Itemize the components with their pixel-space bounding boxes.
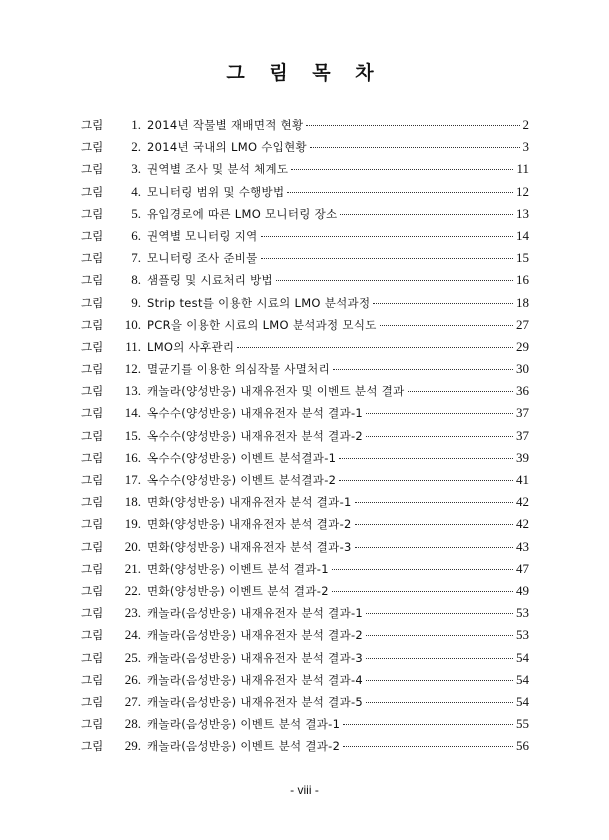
dot-leader [343,724,513,725]
figure-title: 캐놀라(음성반응) 내재유전자 분석 결과-4 [147,672,364,687]
figure-title: 캐놀라(음성반응) 내재유전자 분석 결과-1 [147,606,364,621]
figure-title: 2014년 작물별 재배면적 현황 [147,118,304,132]
toc-entry[interactable] [81,516,529,538]
figure-prefix: 그림 [81,384,104,399]
toc-entry[interactable] [81,139,529,161]
toc-entry[interactable] [81,206,529,228]
figure-title: 옥수수(양성반응) 이벤트 분석결과-1 [147,450,337,465]
toc-entry[interactable] [81,383,529,405]
figure-title: 면화(양성반응) 이벤트 분석 결과-1 [147,561,329,576]
figure-prefix: 그림 [81,606,104,621]
figure-number: 15. [124,427,141,443]
page-number: 55 [516,716,529,732]
page-number: 47 [516,560,529,576]
page-number: 16 [516,272,529,288]
figure-number: 13. [124,383,141,399]
dot-leader [355,524,513,525]
toc-entry[interactable] [81,250,529,272]
toc-entry[interactable] [81,405,529,427]
page-number: 18 [516,294,529,310]
toc-entry[interactable] [81,738,529,760]
figure-prefix: 그림 [81,450,104,465]
figure-number: 14. [124,405,141,421]
figure-number: 10. [124,316,141,332]
dot-leader [355,547,513,548]
figure-number: 1. [131,117,141,132]
figure-title: 캐놀라(양성반응) 내재유전자 및 이벤트 분석 결과 [147,384,405,399]
page-number: 30 [516,361,529,377]
toc-entry[interactable] [81,472,529,494]
figure-prefix: 그림 [81,317,104,332]
toc-entry[interactable] [81,117,529,139]
figure-prefix: 그림 [81,473,104,487]
figure-prefix: 그림 [81,162,104,177]
dot-leader [373,303,513,304]
page-number: 13 [516,205,529,221]
figure-title: 옥수수(양성반응) 내재유전자 분석 결과-2 [147,428,364,443]
dot-leader [366,613,513,614]
figure-prefix: 그림 [81,118,104,132]
dot-leader [306,125,519,126]
dot-leader [291,169,513,170]
figure-title: 2014년 국내의 LMO 수입현황 [147,140,307,155]
dot-leader [366,658,513,659]
figure-title: 유입경로에 따른 LMO 모니터링 장소 [147,206,338,221]
toc-entry[interactable] [81,650,529,672]
toc-entry[interactable] [81,339,529,361]
figure-title: Strip test를 이용한 시료의 LMO 분석과정 [147,295,371,310]
dot-leader [366,413,513,414]
toc-entry[interactable] [81,428,529,450]
dot-leader [340,214,513,215]
figure-prefix: 그림 [81,295,104,310]
figure-title: 옥수수(양성반응) 이벤트 분석결과-2 [147,473,337,487]
page-number: 2 [522,117,529,132]
dot-leader [261,236,513,237]
figure-title: 면화(양성반응) 내재유전자 분석 결과-2 [147,517,352,532]
figure-prefix: 그림 [81,694,104,709]
dot-leader [380,325,513,326]
figure-prefix: 그림 [81,206,104,221]
page-number: 54 [516,671,529,687]
page-number: 39 [516,449,529,465]
page-number: 42 [516,494,529,510]
figure-number: 11. [125,338,141,354]
figure-title: 권역별 조사 및 분석 체계도 [147,162,289,177]
figure-title: 캐놀라(음성반응) 이벤트 분석 결과-2 [147,739,341,754]
figure-prefix: 그림 [81,406,104,421]
figure-number: 3. [131,161,141,177]
dot-leader [287,192,513,193]
page-number: 53 [516,605,529,621]
figure-number: 2. [131,139,141,155]
toc-entry[interactable] [81,605,529,627]
figure-title: 캐놀라(음성반응) 이벤트 분석 결과-1 [147,717,341,732]
toc-entry[interactable] [81,561,529,583]
toc-entry[interactable] [81,272,529,294]
page-number: 15 [516,250,529,266]
figure-prefix: 그림 [81,517,104,532]
figure-prefix: 그림 [81,140,104,155]
figure-number: 6. [131,227,141,243]
figure-number: 25. [124,649,141,665]
page-number: 56 [516,738,529,754]
figure-title: 모니터링 조사 준비물 [147,251,258,266]
figure-title: 면화(양성반응) 내재유전자 분석 결과-1 [147,495,352,510]
page-number: 54 [516,693,529,709]
figure-prefix: 그림 [81,739,104,754]
page-title: 그 림 목 차 [226,62,383,84]
dot-leader [332,591,513,592]
dot-leader [366,635,513,636]
figure-title: PCR을 이용한 시료의 LMO 분석과정 모식도 [147,317,377,332]
dot-leader [339,480,513,481]
figure-prefix: 그림 [81,561,104,576]
toc-entry[interactable] [81,539,529,561]
toc-entry[interactable] [81,361,529,383]
page-number: 54 [516,649,529,665]
page-number: 43 [516,538,529,554]
dot-leader [343,746,513,747]
figure-title: 멸균기를 이용한 의심작물 사멸처리 [147,362,330,377]
page-number: 14 [516,227,529,243]
toc-entry[interactable] [81,317,529,339]
dot-leader [366,436,513,437]
toc-entry[interactable] [81,716,529,738]
figure-prefix: 그림 [81,717,104,732]
figure-number: 12. [124,361,141,377]
figure-prefix: 그림 [81,628,104,643]
figure-title: LMO의 사후관리 [147,339,235,354]
figure-title: 면화(양성반응) 내재유전자 분석 결과-3 [147,539,352,554]
figure-number: 24. [124,627,141,643]
dot-leader [339,458,513,459]
toc-entry[interactable] [81,694,529,716]
page-number: 37 [516,405,529,421]
figure-number: 16. [124,449,141,465]
page-number-footer: - viii - [290,783,319,797]
dot-leader [355,502,513,503]
page-number: 3 [522,139,529,155]
figure-title: 캐놀라(음성반응) 내재유전자 분석 결과-3 [147,650,364,665]
page-number: 12 [516,183,529,199]
figure-number: 29. [124,738,141,754]
figure-prefix: 그림 [81,184,104,199]
dot-leader [276,280,513,281]
page-number: 53 [516,627,529,643]
figure-prefix: 그림 [81,539,104,554]
figure-number: 20. [124,538,141,554]
figure-title: 옥수수(양성반응) 내재유전자 분석 결과-1 [147,406,364,421]
figure-number: 21. [124,560,141,576]
figure-prefix: 그림 [81,339,104,354]
figure-prefix: 그림 [81,273,104,288]
figure-prefix: 그림 [81,495,104,510]
page-number: 49 [516,582,529,598]
dot-leader [261,258,513,259]
figure-number: 7. [131,250,141,266]
toc-entry[interactable] [81,627,529,649]
toc-entry[interactable] [81,494,529,516]
dot-leader [366,702,513,703]
page-number: 37 [516,427,529,443]
figure-title: 모니터링 범위 및 수행방법 [147,184,285,199]
figure-title: 면화(양성반응) 이벤트 분석 결과-2 [147,583,329,598]
figure-prefix: 그림 [81,672,104,687]
figure-number: 4. [131,183,141,199]
toc-entry[interactable] [81,228,529,250]
figure-title: 권역별 모니터링 지역 [147,228,258,243]
figure-list [81,117,529,760]
toc-entry[interactable] [81,450,529,472]
toc-entry[interactable] [81,295,529,317]
dot-leader [366,680,513,681]
figure-prefix: 그림 [81,583,104,598]
figure-title: 캐놀라(음성반응) 내재유전자 분석 결과-5 [147,694,364,709]
figure-number: 5. [131,205,141,221]
toc-entry[interactable] [81,184,529,206]
page-number: 36 [516,383,529,399]
figure-number: 26. [124,671,141,687]
dot-leader [333,369,513,370]
figure-title: 샘플링 및 시료처리 방법 [147,273,273,288]
figure-number: 19. [124,516,141,532]
figure-prefix: 그림 [81,228,104,243]
dot-leader [310,147,520,148]
figure-number: 18. [124,494,141,510]
dot-leader [332,569,513,570]
figure-prefix: 그림 [81,362,104,377]
figure-prefix: 그림 [81,428,104,443]
figure-number: 17. [124,472,141,487]
toc-entry[interactable] [81,161,529,183]
figure-number: 28. [124,716,141,732]
page-number: 41 [516,472,529,487]
figure-number: 8. [131,272,141,288]
toc-entry[interactable] [81,672,529,694]
figure-prefix: 그림 [81,650,104,665]
figure-number: 22. [124,582,141,598]
page-number: 27 [516,316,529,332]
page-number: 42 [516,516,529,532]
page-number: 11 [516,161,529,177]
dot-leader [408,391,513,392]
figure-number: 23. [124,605,141,621]
toc-entry[interactable] [81,583,529,605]
dot-leader [237,347,513,348]
page-number: 29 [516,338,529,354]
figure-number: 27. [124,693,141,709]
figure-prefix: 그림 [81,251,104,266]
figure-number: 9. [131,294,141,310]
figure-title: 캐놀라(음성반응) 내재유전자 분석 결과-2 [147,628,364,643]
